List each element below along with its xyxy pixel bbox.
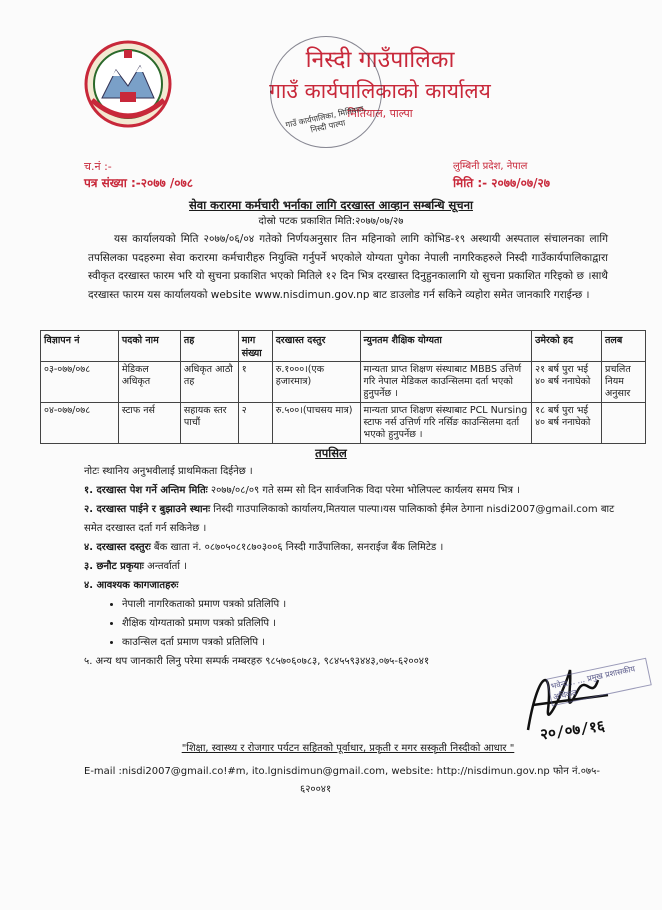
seal-text: गाउँ कार्यपालिका, मितियाल, निस्दी पाल्पा bbox=[284, 103, 367, 135]
table-header-row bbox=[41, 331, 646, 362]
col-header: तह bbox=[180, 331, 238, 362]
list-item: • शैक्षिक योग्यताको प्रमाण पत्रको प्रतिलिपि । bbox=[122, 614, 634, 633]
item-label: ३. छनौट प्रकृयाः bbox=[84, 561, 144, 572]
details-list bbox=[84, 462, 634, 671]
col-header: तलब bbox=[602, 331, 646, 362]
office-address: मितियाल, पाल्पा bbox=[347, 107, 413, 120]
reference-block bbox=[84, 158, 193, 192]
table-cell: २१ बर्ष पुरा भई ४० बर्ष ननाघेको bbox=[532, 362, 602, 403]
item-label: २. दरखास्त पाईने र बुझाउने स्थानः bbox=[84, 504, 211, 515]
table-cell: मान्यता प्राप्त शिक्षण संस्थाबाट MBBS उत्तिर्ण गरि नेपाल मेडिकल काउन्सिलमा दर्ता भएको हुनुपर्नेछ । bbox=[360, 362, 532, 403]
notice-title: सेवा करारमा कर्मचारी भर्नाका लागि दरखास्त आव्हान सम्बन्धि सूचना bbox=[189, 198, 473, 212]
details-title: तपसिल bbox=[315, 446, 347, 460]
selection-item bbox=[84, 557, 634, 576]
item-text: निस्दी गाउपालिकाको कार्यालय,मितयाल पाल्पा।यस पालिकाको ईमेल ठेगाना nisdi2007@gmail.com बाट समेत दरखास्त दर्ता गर्न सकिनेछ । bbox=[84, 504, 615, 534]
date-block bbox=[453, 158, 550, 192]
item-text: अन्तर्वार्ता । bbox=[143, 561, 187, 572]
documents-list bbox=[84, 595, 634, 652]
item-label: १. दरखास्त पेश गर्ने अन्तिम मितिः bbox=[84, 485, 208, 496]
deadline-item bbox=[84, 481, 634, 500]
officer-stamp: भवेन्द्र... ... प्रमुख प्रशासकीय अधिकृत bbox=[546, 658, 652, 707]
letter-date: मिति :- २०७७/०७/२७ bbox=[452, 176, 550, 190]
nepal-emblem-icon bbox=[84, 40, 172, 128]
table-row bbox=[41, 403, 646, 444]
table-cell: सहायक स्तर पाचौं bbox=[180, 403, 238, 444]
table-cell: अधिकृत आठौ तह bbox=[180, 362, 238, 403]
table-cell: प्रचलित नियम अनुसार bbox=[602, 362, 646, 403]
table-cell: रु.१०००।(एक हजारमात्र) bbox=[272, 362, 360, 403]
fee-item bbox=[84, 538, 634, 557]
col-header: विज्ञापन नं bbox=[41, 331, 119, 362]
item-label: ४. दरखास्त दस्तुरः bbox=[84, 542, 151, 553]
signature-date: २०/०७/१६ bbox=[539, 716, 606, 744]
table-cell: ०३-०७७/०७८ bbox=[41, 362, 119, 403]
footer-phone: ६२००४१ bbox=[300, 784, 332, 795]
table-cell: ०४-०७७/०७८ bbox=[41, 403, 119, 444]
table-cell: मान्यता प्राप्त शिक्षण संस्थाबाट PCL Nursing स्टाफ नर्स उत्तिर्ण गरि नर्सिङ काउन्सिलमा दर्ता भएको हुनुपर्नेछ । bbox=[360, 403, 532, 444]
col-header: दरखास्त दस्तुर bbox=[272, 331, 360, 362]
dispatch-number: च.नं :- bbox=[84, 160, 112, 173]
col-header: माग संख्या bbox=[238, 331, 272, 362]
documents-heading: ४. आवश्यक कागजातहरुः bbox=[84, 580, 179, 591]
notice-body: यस कार्यालयको मिति २०७७/०६/०४ गतेको निर्णयअनुसार तिन महिनाको लागि कोभिड-१९ अस्थायी अस्पताल संचालनका लागि तपसिलका पदहरुमा सेवा करारमा कर्मचारीहरु नियुक्ति गर्नुपर्ने भएकोले योग्यता पुगेका नेपाली नागरिकहरुले निस्दी गाउँकार्यपालिकाद्वारा स्वीकृत दरखास्त फारम भरि यो सुचना प्रकाशित भएको मितिले १२ दिन भित्र दरखास्त दिनुहुनकालागि यो सुचना प्रकाशित गरिइको छ ।साथै दरखास्त फारम यस कार्यालयको website www.nisdimun.gov.np बाट डाउलोड गर्न सकिने व्यहोरा समेत जानकारि गराईन्छ । bbox=[88, 233, 608, 301]
col-header: उमेरको हद bbox=[532, 331, 602, 362]
list-item: • नेपाली नागरिकताको प्रमाण पत्रको प्रतिलिपि । bbox=[122, 595, 634, 614]
footer-contact: E-mail :nisdi2007@gmail.co!#m, ito.lgnisdimun@gmail.com, website: http://nisdimun.gov.np फोन नं.०७५- bbox=[84, 766, 600, 777]
location-item bbox=[84, 500, 634, 538]
list-item: • काउन्सिल दर्ता प्रमाण पत्रको प्रतिलिपि । bbox=[122, 633, 634, 652]
province-text: लुम्बिनी प्रदेश, नेपाल bbox=[452, 161, 528, 172]
priority-note: नोटः स्थानिय अनुभवीलाई प्राथमिकता दिईनेछ । bbox=[84, 466, 253, 477]
table-cell: १ bbox=[238, 362, 272, 403]
office-subtitle: गाउँ कार्यपालिकाको कार्यालय bbox=[269, 79, 491, 103]
office-name: निस्दी गाउँपालिका bbox=[305, 47, 455, 73]
col-header: न्युनतम शैक्षिक योग्यता bbox=[360, 331, 532, 362]
col-header: पदको नाम bbox=[118, 331, 180, 362]
table-cell: १८ बर्ष पुरा भई ४० बर्ष ननाघेको bbox=[532, 403, 602, 444]
letter-number: पत्र संख्या :-२०७७ /०७८ bbox=[84, 176, 194, 190]
slogan: "शिक्षा, स्वास्थ्य र रोजगार पर्यटन सहितको पूर्वाधार, प्रकृती र मगर सस्कृती निस्दीको आधार " bbox=[181, 743, 515, 754]
contact-item: ५. अन्य थप जानकारी लिनु परेमा सम्पर्क नम्बरहरु ९८५७०६०७८३, ९८४५५९३४४३,०७५-६२००४१ bbox=[84, 656, 430, 667]
item-text: २०७७/०८/०९ गते सम्म सो दिन सार्वजनिक विदा परेमा भोलिपल्ट कार्यलय समय भित्र । bbox=[207, 485, 520, 496]
table-row bbox=[41, 362, 646, 403]
table-cell: स्टाफ नर्स bbox=[118, 403, 180, 444]
table-cell: २ bbox=[238, 403, 272, 444]
table-cell bbox=[602, 403, 646, 444]
table-cell: मेडिकल अधिकृत bbox=[118, 362, 180, 403]
vacancy-table bbox=[40, 330, 646, 444]
item-text: बैंक खाता नं. ०८७०५०८१८७०३००६ निस्दी गाउँपालिका, सनराईज बैंक लिमिटेड । bbox=[150, 542, 444, 553]
notice-subtitle: दोस्रो पटक प्रकाशित मिति:२०७७/०७/२७ bbox=[258, 216, 404, 227]
table-cell: रु.५००।(पाचसय मात्र) bbox=[272, 403, 360, 444]
